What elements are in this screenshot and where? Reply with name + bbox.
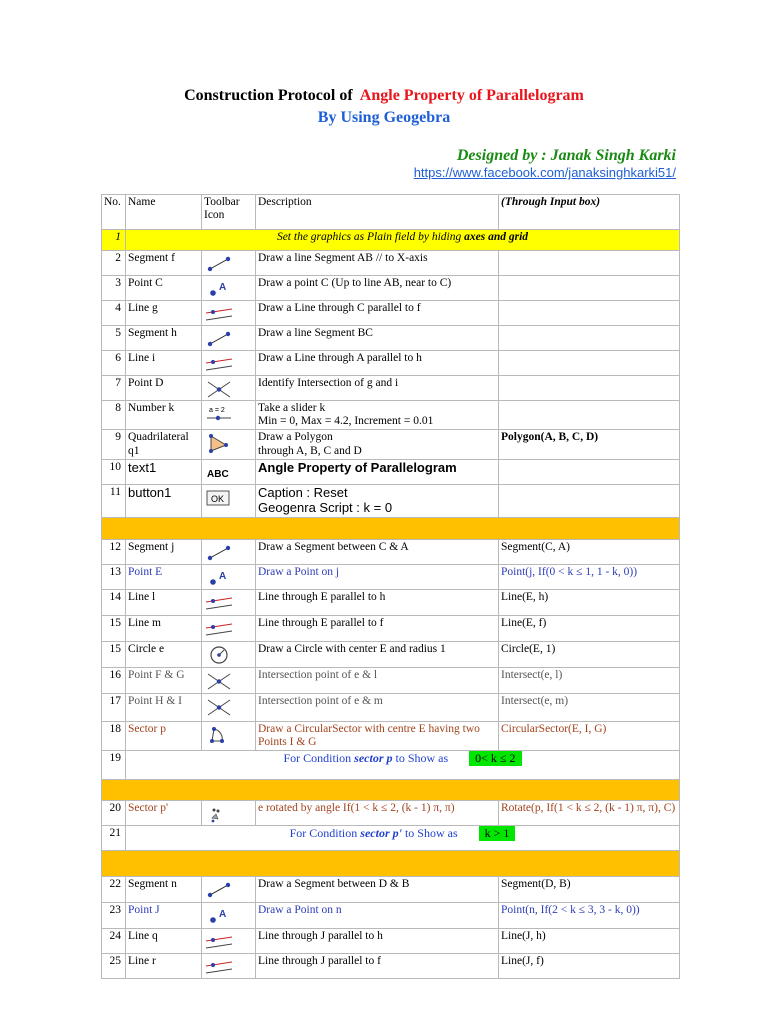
point-icon bbox=[204, 568, 234, 588]
row-input-command: Point(j, If(0 < k ≤ 1, 1 - k, 0)) bbox=[499, 564, 680, 589]
table-row bbox=[102, 326, 680, 351]
table-row bbox=[102, 276, 680, 301]
row-name: Point H & I bbox=[126, 693, 202, 721]
row-number: 8 bbox=[102, 401, 126, 430]
point-icon bbox=[204, 906, 234, 926]
separator-cell bbox=[102, 780, 680, 801]
table-row bbox=[102, 564, 680, 589]
row-number: 3 bbox=[102, 276, 126, 301]
row-icon-cell bbox=[202, 615, 256, 641]
row-description: Intersection point of e & m bbox=[256, 693, 499, 721]
row-number: 2 bbox=[102, 251, 126, 276]
document-title bbox=[0, 87, 768, 105]
row-number: 9 bbox=[102, 430, 126, 459]
row-name: Circle e bbox=[126, 641, 202, 667]
row-icon-cell bbox=[202, 484, 256, 517]
row-description: Identify Intersection of g and i bbox=[256, 376, 499, 401]
row-number: 13 bbox=[102, 564, 126, 589]
polygon-icon bbox=[204, 433, 234, 453]
slider-icon bbox=[204, 404, 234, 424]
row-input-command: Segment(C, A) bbox=[499, 539, 680, 564]
row-number: 14 bbox=[102, 589, 126, 615]
parallel-line-icon bbox=[204, 932, 234, 952]
row-number: 15 bbox=[102, 615, 126, 641]
row-name: Point C bbox=[126, 276, 202, 301]
row-number: 5 bbox=[102, 326, 126, 351]
row-icon-cell bbox=[202, 326, 256, 351]
table-row bbox=[102, 589, 680, 615]
separator-row bbox=[102, 780, 680, 801]
row-input-command bbox=[499, 484, 680, 517]
row-number: 18 bbox=[102, 721, 126, 750]
row-description: Draw a Polygon through A, B, C and D bbox=[256, 430, 499, 459]
row-icon-cell bbox=[202, 929, 256, 954]
row-input-command bbox=[499, 459, 680, 484]
table-row bbox=[102, 430, 680, 459]
row-description: Draw a Line through A parallel to h bbox=[256, 351, 499, 376]
table-row bbox=[102, 484, 680, 517]
row-icon-cell bbox=[202, 351, 256, 376]
table-row bbox=[102, 877, 680, 903]
row-input-command: Line(E, h) bbox=[499, 589, 680, 615]
rotate-icon bbox=[204, 804, 234, 824]
row-name: Point E bbox=[126, 564, 202, 589]
row-input-command: Line(J, h) bbox=[499, 929, 680, 954]
row-input-command: Line(E, f) bbox=[499, 615, 680, 641]
title-highlight: Angle Property of Parallelogram bbox=[359, 87, 584, 104]
row-description: Draw a Segment between D & B bbox=[256, 877, 499, 903]
row-name: Line i bbox=[126, 351, 202, 376]
row-name: Segment j bbox=[126, 539, 202, 564]
row-name: Sector p bbox=[126, 721, 202, 750]
sector-icon bbox=[204, 725, 234, 745]
header-name: Name bbox=[126, 195, 202, 230]
row-icon-cell bbox=[202, 954, 256, 979]
row-name: Quadrilateral q1 bbox=[126, 430, 202, 459]
row-input-command bbox=[499, 301, 680, 326]
table-row bbox=[102, 801, 680, 826]
row-name: Point F & G bbox=[126, 667, 202, 693]
table-row bbox=[102, 376, 680, 401]
protocol-table bbox=[101, 194, 680, 979]
row-icon-cell bbox=[202, 301, 256, 326]
row-name: Point J bbox=[126, 903, 202, 929]
row-number: 10 bbox=[102, 459, 126, 484]
row-input-command: Intersect(e, m) bbox=[499, 693, 680, 721]
table-row bbox=[102, 641, 680, 667]
row-number: 6 bbox=[102, 351, 126, 376]
row-icon-cell bbox=[202, 276, 256, 301]
row-input-command bbox=[499, 251, 680, 276]
button-icon bbox=[204, 488, 234, 508]
table-row bbox=[102, 230, 680, 251]
row-name: Segment f bbox=[126, 251, 202, 276]
table-row bbox=[102, 826, 680, 851]
row-description: Draw a point C (Up to line AB, near to C) bbox=[256, 276, 499, 301]
row-icon-cell bbox=[202, 589, 256, 615]
table-row bbox=[102, 539, 680, 564]
row-number: 17 bbox=[102, 693, 126, 721]
row-description: Line through E parallel to f bbox=[256, 615, 499, 641]
table-row bbox=[102, 301, 680, 326]
row-number: 20 bbox=[102, 801, 126, 826]
row-number: 21 bbox=[102, 826, 126, 851]
row-description: Draw a Segment between C & A bbox=[256, 539, 499, 564]
row-name: Line g bbox=[126, 301, 202, 326]
row-icon-cell bbox=[202, 667, 256, 693]
row-description: Draw a Line through C parallel to f bbox=[256, 301, 499, 326]
row-input-command bbox=[499, 376, 680, 401]
header-no: No. bbox=[102, 195, 126, 230]
table-row bbox=[102, 693, 680, 721]
parallel-line-icon bbox=[204, 354, 234, 374]
row-name: button1 bbox=[126, 484, 202, 517]
table-row bbox=[102, 721, 680, 750]
header-icon: Toolbar Icon bbox=[202, 195, 256, 230]
table-row bbox=[102, 615, 680, 641]
row-description: Take a slider k Min = 0, Max = 4.2, Increment = 0.01 bbox=[256, 401, 499, 430]
row-description: Line through J parallel to h bbox=[256, 929, 499, 954]
row-description: Draw a Point on j bbox=[256, 564, 499, 589]
header-description: Description bbox=[256, 195, 499, 230]
segment-icon bbox=[204, 254, 234, 274]
row-number: 7 bbox=[102, 376, 126, 401]
row-icon-cell bbox=[202, 459, 256, 484]
separator-row bbox=[102, 851, 680, 877]
row-input-command: Point(n, If(2 < k ≤ 3, 3 - k, 0)) bbox=[499, 903, 680, 929]
row-icon-cell bbox=[202, 877, 256, 903]
row-icon-cell bbox=[202, 376, 256, 401]
row-input-command: Circle(E, 1) bbox=[499, 641, 680, 667]
document-subtitle: By Using Geogebra bbox=[317, 109, 451, 126]
row-input-command bbox=[499, 276, 680, 301]
row-input-command: Segment(D, B) bbox=[499, 877, 680, 903]
row-input-command bbox=[499, 351, 680, 376]
row-description: Line through J parallel to f bbox=[256, 954, 499, 979]
intersect-icon bbox=[204, 671, 234, 691]
text-icon bbox=[204, 463, 234, 483]
row-input-command: Line(J, f) bbox=[499, 954, 680, 979]
table-row bbox=[102, 459, 680, 484]
row-number: 15 bbox=[102, 641, 126, 667]
row-icon-cell bbox=[202, 693, 256, 721]
row-description: Line through E parallel to h bbox=[256, 589, 499, 615]
row-input-command bbox=[499, 401, 680, 430]
point-icon bbox=[204, 279, 234, 299]
separator-cell bbox=[102, 517, 680, 539]
row-number: 16 bbox=[102, 667, 126, 693]
condition-cell: For Condition sector p to Show as 0< k ≤ 2 bbox=[126, 751, 680, 780]
separator-row bbox=[102, 517, 680, 539]
row-icon-cell bbox=[202, 903, 256, 929]
table-row bbox=[102, 251, 680, 276]
segment-icon bbox=[204, 543, 234, 563]
parallel-line-icon bbox=[204, 593, 234, 613]
title-prefix: Construction Protocol of bbox=[184, 87, 353, 104]
intersect-icon bbox=[204, 379, 234, 399]
row-number: 11 bbox=[102, 484, 126, 517]
row-description: Draw a Circle with center E and radius 1 bbox=[256, 641, 499, 667]
separator-cell bbox=[102, 851, 680, 877]
row-icon-cell bbox=[202, 539, 256, 564]
parallel-line-icon bbox=[204, 957, 234, 977]
author-link[interactable]: https://www.facebook.com/janaksinghkarki51/ bbox=[413, 165, 676, 180]
row-name: text1 bbox=[126, 459, 202, 484]
row-name: Line l bbox=[126, 589, 202, 615]
row-description: Angle Property of Parallelogram bbox=[256, 459, 499, 484]
row-input-command: Rotate(p, If(1 < k ≤ 2, (k - 1) π, π), C) bbox=[499, 801, 680, 826]
row-name: Point D bbox=[126, 376, 202, 401]
svg-text:ABC: ABC bbox=[207, 468, 229, 480]
row-name: Line r bbox=[126, 954, 202, 979]
row-description: Caption : Reset Geogenra Script : k = 0 bbox=[256, 484, 499, 517]
row-number: 22 bbox=[102, 877, 126, 903]
designed-by: Designed by : Janak Singh Karki bbox=[456, 147, 676, 164]
table-row bbox=[102, 929, 680, 954]
condition-badge: k > 1 bbox=[479, 826, 516, 842]
row-icon-cell bbox=[202, 251, 256, 276]
parallel-line-icon bbox=[204, 304, 234, 324]
svg-text:OK: OK bbox=[211, 493, 225, 504]
row-input-command: CircularSector(E, I, G) bbox=[499, 721, 680, 750]
row-input-command: Polygon(A, B, C, D) bbox=[499, 430, 680, 459]
intersect-icon bbox=[204, 697, 234, 717]
row-number: 24 bbox=[102, 929, 126, 954]
row-number: 12 bbox=[102, 539, 126, 564]
table-row bbox=[102, 751, 680, 780]
row-number: 23 bbox=[102, 903, 126, 929]
row-icon-cell bbox=[202, 564, 256, 589]
table-row bbox=[102, 351, 680, 376]
row-input-command bbox=[499, 326, 680, 351]
row-number: 4 bbox=[102, 301, 126, 326]
header-input: (Through Input box) bbox=[499, 195, 680, 230]
table-row bbox=[102, 903, 680, 929]
row-description: Set the graphics as Plain field by hiding axes and grid bbox=[126, 230, 680, 251]
svg-text:a = 2: a = 2 bbox=[209, 407, 225, 414]
row-icon-cell bbox=[202, 641, 256, 667]
table-row bbox=[102, 667, 680, 693]
row-description: Intersection point of e & l bbox=[256, 667, 499, 693]
row-name: Number k bbox=[126, 401, 202, 430]
row-name: Line q bbox=[126, 929, 202, 954]
row-icon-cell bbox=[202, 801, 256, 826]
row-description: Draw a line Segment BC bbox=[256, 326, 499, 351]
row-description: e rotated by angle If(1 < k ≤ 2, (k - 1) π, π) bbox=[256, 801, 499, 826]
row-number: 1 bbox=[102, 230, 126, 251]
row-number: 25 bbox=[102, 954, 126, 979]
row-name: Segment n bbox=[126, 877, 202, 903]
table-row bbox=[102, 401, 680, 430]
condition-cell: For Condition sector p' to Show as k > 1 bbox=[126, 826, 680, 851]
row-name: Line m bbox=[126, 615, 202, 641]
segment-icon bbox=[204, 880, 234, 900]
row-icon-cell bbox=[202, 401, 256, 430]
circle-icon bbox=[204, 645, 234, 665]
row-name: Sector p' bbox=[126, 801, 202, 826]
row-description: Draw a line Segment AB // to X-axis bbox=[256, 251, 499, 276]
row-name: Segment h bbox=[126, 326, 202, 351]
row-input-command: Intersect(e, l) bbox=[499, 667, 680, 693]
row-number: 19 bbox=[102, 751, 126, 780]
table-header-row bbox=[102, 195, 680, 230]
row-icon-cell bbox=[202, 721, 256, 750]
row-icon-cell bbox=[202, 430, 256, 459]
row-description: Draw a Point on n bbox=[256, 903, 499, 929]
segment-icon bbox=[204, 329, 234, 349]
row-description: Draw a CircularSector with centre E having two Points I & G bbox=[256, 721, 499, 750]
table-row bbox=[102, 954, 680, 979]
parallel-line-icon bbox=[204, 619, 234, 639]
condition-badge: 0< k ≤ 2 bbox=[469, 751, 521, 767]
